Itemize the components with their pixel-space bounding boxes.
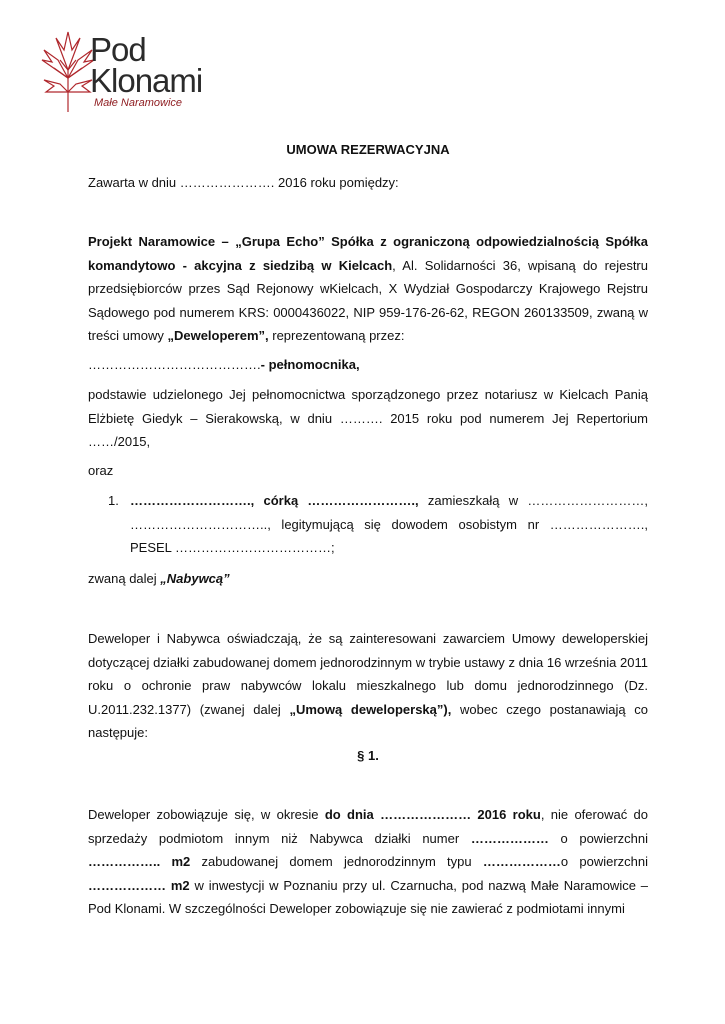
- obligation-text-a: Deweloper zobowiązuje się, w okresie: [88, 807, 325, 822]
- company-name: Projekt Naramowice – „Grupa Echo” Spółka z ograniczoną odpowiedzialnością Spółka komandytowo - akcyjna z siedzibą w Kielcach: [88, 234, 648, 273]
- buyer-called-line: [88, 567, 648, 591]
- proxy-line: [88, 353, 648, 377]
- buyer-label: „Nabywcą”: [160, 571, 230, 586]
- logo-title-line2: Klonami: [90, 62, 203, 99]
- obligation-text-i: o powierzchni: [560, 854, 649, 869]
- buyer-list-item: [108, 489, 648, 560]
- company-details: , Al. Solidarności 36, wpisaną do rejestru przedsiębiorców przes Sąd Rejonowy wKielcach, X Wydział Gospodarczy Krajowego Rejstru Sądowego pod numerem KRS: 0000436022, NIP 959-176-26-62, REGON 260133509, zwaną w treści umowy: [88, 257, 648, 343]
- authorization-basis: podstawie udzielonego Jej pełnomocnictwa sporządzonego przez notariusz w Kielcach Panią Elżbietę Giedyk – Sierakowską, w dniu ………. 2015 roku pod numerem Jej Repertorium ……/2015,: [88, 387, 648, 449]
- party-developer: [88, 230, 648, 348]
- obligation-text-g: zabudowanej domem jednorodzinnym typu: [190, 854, 483, 869]
- represented-by: reprezentowaną przez:: [268, 328, 405, 343]
- proxy-dots: ………………………………….: [88, 357, 261, 372]
- buyer-name-fields: ………………………., córką …………………….,: [130, 493, 419, 508]
- obligation-text-c: , nie oferować do sprzedaży podmiotom innym niż Nabywca działki numer: [88, 807, 648, 846]
- buyer-details: zamieszkałą w ………………………, ………………………….., legitymującą się dowodem osobistym nr …………………., PESEL ………………………………;: [130, 493, 648, 555]
- buyer-called-text: zwaną dalej: [88, 571, 161, 586]
- oraz-line: oraz: [88, 463, 114, 478]
- logo-title-line1: Pod: [90, 31, 146, 68]
- maple-leaf-icon: [38, 30, 98, 115]
- house-area-field: ……………… m2: [88, 877, 190, 893]
- section-heading: § 1.: [357, 748, 379, 763]
- document-title: UMOWA REZERWACYJNA: [286, 142, 450, 157]
- list-number: 1.: [108, 493, 119, 508]
- logo-subtitle: Małe Naramowice: [94, 97, 183, 109]
- obligation-text-e: o powierzchni: [548, 830, 648, 846]
- parcel-number-field: ………………: [470, 830, 549, 846]
- declaration-part1: Deweloper i Nabywca oświadczają, że są zainteresowani zawarciem Umowy deweloperskiej dotyczącej działki zabudowanej domem jednorodzinnym w trybie ustawy z dnia 16 września 2011 roku o ochronie praw nabywców lokalu mieszkalnego lub domu jednorodzinnego (Dz. U.2011.232.1377) (zwanej dalej: [88, 631, 648, 717]
- intro-line: Zawarta w dniu …………………. 2016 roku pomiędzy:: [88, 175, 399, 190]
- developer-label: „Deweloperem”,: [167, 328, 269, 343]
- obligation-text-k: w inwestycji w Poznaniu przy ul. Czarnucha, pod nazwą Małe Naramowice – Pod Klonami. W szczególności Deweloper zobowiązuje się nie zawierać z podmiotami innymi: [88, 877, 649, 916]
- declaration-label: „Umową deweloperską”),: [289, 701, 452, 717]
- proxy-label: - pełnomocnika,: [260, 357, 360, 372]
- declaration-paragraph: [88, 627, 648, 745]
- declaration-part2: wobec czego postanawiają co następuje:: [88, 701, 648, 740]
- house-type-field: ………………: [482, 854, 561, 869]
- logo: [38, 30, 238, 120]
- obligation-date: do dnia ………………… 2016 roku: [324, 807, 541, 822]
- obligation-paragraph: [88, 803, 648, 921]
- parcel-area-field: …………….. m2: [88, 854, 191, 869]
